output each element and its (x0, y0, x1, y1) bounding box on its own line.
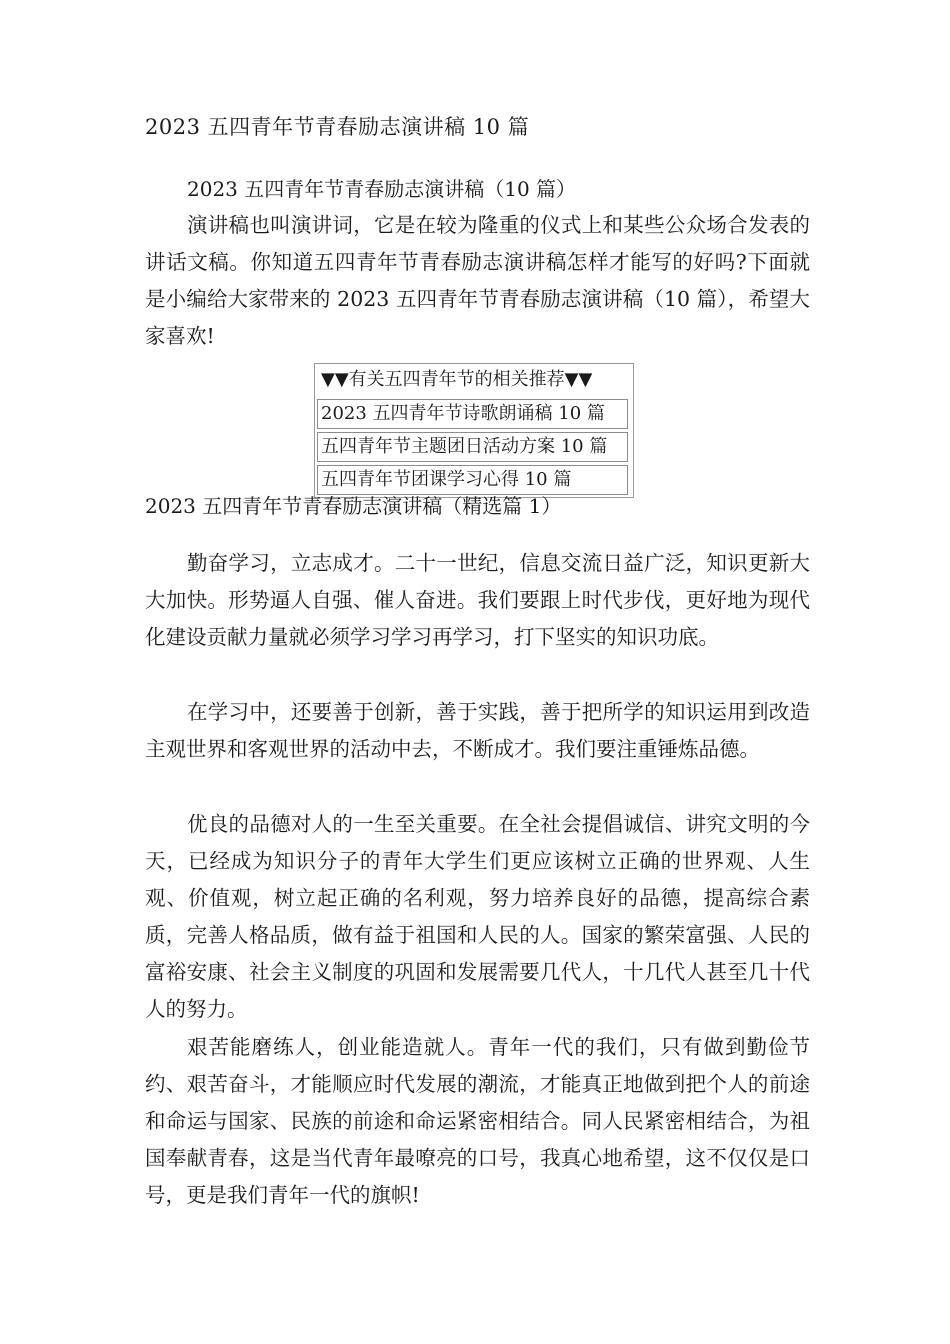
recommendation-link-poetry[interactable]: 2023 五四青年节诗歌朗诵稿 10 篇 (317, 399, 628, 429)
body-paragraph-3: 优良的品德对人的一生至关重要。在全社会提倡诚信、讲究文明的今天，已经成为知识分子的青年大学生们更应该树立正确的世界观、人生观、价值观，树立起正确的名利观，努力培养良好的品德，提高综合素质，完善人格品质，做有益于祖国和人民的人。国家的繁荣富强、人民的富裕安康、社会主义制度的巩固和发展需要几代人，十几代人甚至几十代人的努力。 (145, 812, 810, 1021)
intro-paragraph: 演讲稿也叫演讲词，它是在较为隆重的仪式上和某些公众场合发表的讲话文稿。你知道五四青年节青春励志演讲稿怎样才能写的好吗?下面就是小编给大家带来的 2023 五四青年节青春励志演讲稿（10 篇），希望大家喜欢! (145, 213, 810, 348)
document-title: 2023 五四青年节青春励志演讲稿 10 篇 (145, 115, 530, 139)
recommendation-box (314, 363, 634, 498)
body-paragraph-1: 勤奋学习，立志成才。二十一世纪，信息交流日益广泛，知识更新大大加快。形势逼人自强、催人奋进。我们要跟上时代步伐，更好地为现代化建设贡献力量就必须学习学习再学习，打下坚实的知识功底。 (145, 551, 810, 649)
document-subtitle: 2023 五四青年节青春励志演讲稿（10 篇） (187, 177, 577, 201)
body-paragraph-4: 艰苦能磨练人，创业能造就人。青年一代的我们，只有做到勤俭节约、艰苦奋斗，才能顺应时代发展的潮流，才能真正地做到把个人的前途和命运与国家、民族的前途和命运紧密相结合。同人民紧密相结合，为祖国奉献青春，这是当代青年最嘹亮的口号，我真心地希望，这不仅仅是口号，更是我们青年一代的旗帜! (145, 1035, 810, 1207)
recommendation-header (317, 366, 631, 396)
recommendation-link-activity-plan[interactable]: 五四青年节主题团日活动方案 10 篇 (317, 432, 628, 462)
recommendation-link-study-notes[interactable]: 五四青年节团课学习心得 10 篇 (317, 465, 628, 495)
section-heading: 2023 五四青年节青春励志演讲稿（精选篇 1） (145, 494, 562, 518)
body-paragraph-2: 在学习中，还要善于创新，善于实践，善于把所学的知识运用到改造主观世界和客观世界的活动中去，不断成才。我们要注重锤炼品德。 (145, 700, 810, 761)
recommendation-header-text: ▼▼有关五四青年节的相关推荐▼▼ (321, 369, 593, 390)
